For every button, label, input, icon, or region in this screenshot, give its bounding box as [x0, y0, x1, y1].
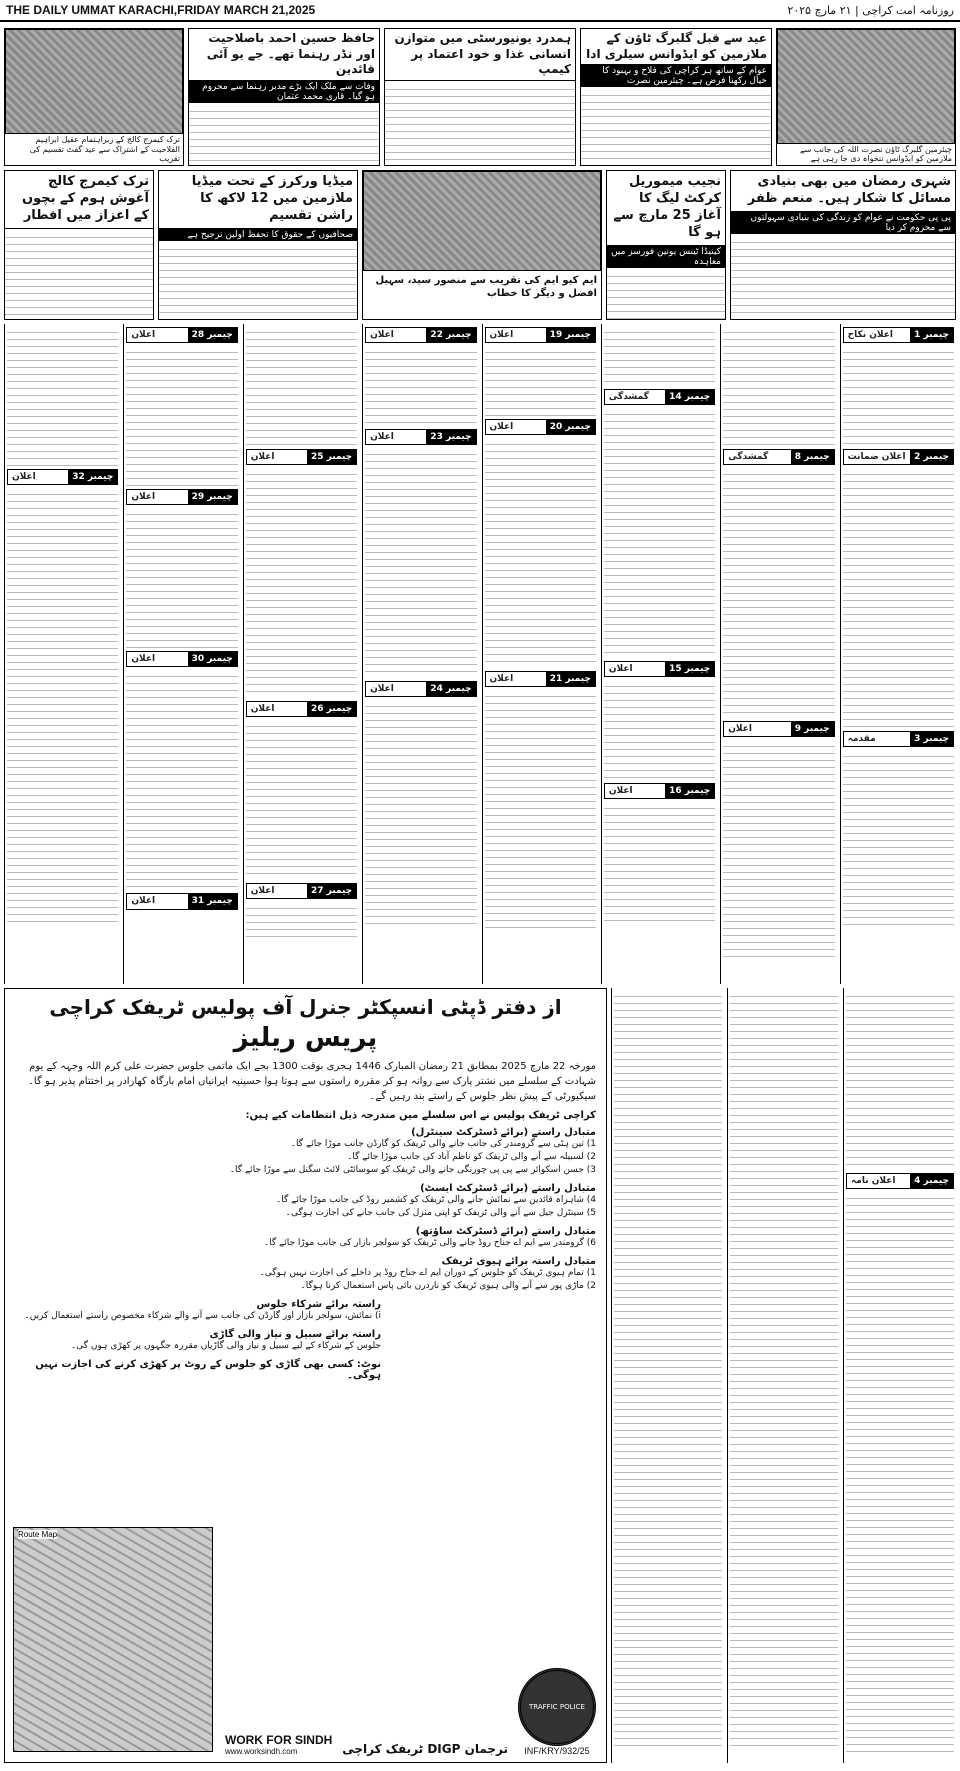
slot-header [246, 701, 357, 717]
slot-title: اعلان [250, 704, 275, 715]
section-heading: راستہ برائے سبیل و نیاز والی گاڑی [209, 1329, 381, 1341]
slot-number: چیمبر 3 [910, 732, 953, 746]
subheadline: پی پی حکومت نے عوام کو زندگی کی بنیادی سہولتوں سے محروم کر دیا [731, 212, 955, 234]
slot-body [365, 700, 476, 930]
slot-number: چیمبر 27 [307, 884, 356, 898]
slot-title: اعلان [608, 664, 633, 675]
slot-body [246, 468, 357, 698]
slot-body [730, 990, 838, 1750]
slot-number: چیمبر 8 [791, 450, 834, 464]
story-body [385, 83, 575, 166]
slot-title: اعلان [131, 330, 156, 340]
story-turk [4, 170, 154, 320]
slot-header [485, 419, 596, 435]
slot-body [843, 468, 954, 728]
press-release-lead: مورخہ 22 مارچ 2025 بمطابق 21 رمضان المبارک 1446 ہجری بوقت 1300 بجے ایک ماتمی جلوس حضرت علی کرم اللہ وجہہ کے یوم شہادت کے سلسلے میں نشتر پارک سے روانہ ہو کر مقررہ راستوں سے ہوتا ہوا حسینیہ ایرانیاں امام بارگاہ کھارادر پر اختتام پذیر ہو گا۔ سیکیورٹی کے پیش نظر جلوس کے راستے بند رہیں گے۔ [28, 1061, 596, 1102]
slot-title: اعلان [131, 492, 156, 503]
photo-caption-left: ترک کیمرج کالج کے زیراہتمام عقیل ابراہیم الفلاحیت کے اشتراک سے عید گفٹ تقسیم کی تقریب [5, 133, 183, 165]
slot-body [843, 750, 954, 930]
slot-body [246, 902, 357, 942]
story-ramzan [730, 170, 956, 320]
signature: ترجمان DIGP ٹریفک کراچی [342, 1742, 509, 1756]
slot-number: چیمبر 31 [188, 894, 237, 908]
press-release-notice: کراچی ٹریفک پولیس نے اس سلسلے میں مندرجہ ذیل انتظامات کیے ہیں: [245, 1110, 596, 1121]
section-heading: متبادل راستے (برائے ڈسٹرکٹ سینٹرل) [411, 1127, 596, 1138]
slot-header [246, 883, 357, 899]
column-7 [123, 324, 239, 984]
slot-title: گمشدگی [608, 392, 649, 402]
slot-body [604, 326, 715, 386]
slot-header [723, 449, 834, 465]
slot-body [843, 346, 954, 446]
second-row [0, 170, 960, 320]
slot-number: چیمبر 14 [665, 390, 714, 404]
slot-number: چیمبر 16 [665, 784, 714, 798]
column-3 [601, 324, 717, 984]
headline: شہری رمضان میں بھی بنیادی مسائل کا شکار ہیں۔ منعم ظفر [731, 171, 955, 212]
slot-header [7, 469, 118, 485]
column-4 [482, 324, 598, 984]
photo-caption-right: چیئرمین گلبرگ ٹاؤن نصرت اللہ کی جانب سے ملازمین کو ایڈوانس تنخواہ دی جا رہی ہے [777, 143, 955, 165]
slot-title: اعلان [250, 886, 275, 897]
slot-number: چیمبر 20 [546, 420, 595, 434]
top-story-1 [580, 28, 772, 166]
slot-header [365, 681, 476, 697]
slot-number: چیمبر 26 [307, 702, 356, 716]
headline: حافظ حسین احمد باصلاحیت اور نڈر رہنما تھے۔ جے یو آئی قائدین [189, 29, 379, 81]
masthead-urdu: روزنامہ امت کراچی | ۲۱ مارچ ۲۰۲۵ [787, 3, 954, 17]
slot-body [126, 346, 237, 486]
mqm-photo [363, 171, 601, 271]
top-story-2 [384, 28, 576, 166]
slot-title: اعلان [489, 422, 514, 433]
story-cricket [606, 170, 726, 320]
slot-header [485, 327, 596, 343]
slot-title: اعلان [131, 896, 156, 907]
column-6 [243, 324, 359, 984]
slot-title: اعلان نکاح [847, 330, 893, 340]
slot-header [843, 731, 954, 747]
seal-text: TRAFFIC POLICE [529, 1703, 585, 1711]
slot-body [365, 346, 476, 426]
story-media [158, 170, 358, 320]
slot-header [246, 449, 357, 465]
slot-title: اعلان [370, 432, 394, 443]
route-item: 1) تمام ہیوی ٹریفک کو جلوس کے دوران ایم اے جناح روڈ پر داخلے کی اجازت نہیں ہوگی۔ [259, 1268, 596, 1279]
slot-number: چیمبر 4 [910, 1174, 953, 1188]
slot-body [246, 720, 357, 880]
slot-title: اعلان [131, 654, 156, 665]
work-for-sindh-logo [225, 1733, 332, 1756]
route-item: 4) شاہراہ قائدین سے نمائش جانے والی ٹریفک کو کشمیر روڈ کی جانب موڑا جائے گا۔ [275, 1195, 596, 1206]
slot-body [723, 468, 834, 718]
headline: میڈیا ورکرز کے تحت میڈیا ملازمین میں 12 لاکھ کا راشن تقسیم [159, 171, 357, 229]
slot-body [846, 1192, 954, 1752]
subheadline: وفات سے ملک ایک بڑے مدبر رہنما سے محروم ہو گیا۔ قاری محمد عثمان [189, 81, 379, 103]
slot-number: چیمبر 32 [68, 470, 117, 484]
slot-number: چیمبر 2 [910, 450, 953, 464]
slot-title: اعلان [370, 684, 394, 695]
slot-title: گمشدگی [728, 452, 769, 462]
slot-number: چیمبر 25 [307, 450, 356, 464]
story-body [731, 236, 955, 320]
slot-body [485, 346, 596, 416]
right-bottom-columns [611, 988, 956, 1763]
slot-body [723, 326, 834, 446]
slot-number: چیمبر 22 [426, 328, 475, 342]
slot-body [126, 670, 237, 890]
section-heading: راستہ برائے شرکاء جلوس [256, 1299, 381, 1311]
column-2 [720, 324, 836, 984]
slot-header [604, 389, 715, 405]
section-heading: متبادل راستہ برائے ہیوی ٹریفک [441, 1256, 596, 1268]
slot-header [846, 1173, 954, 1189]
press-release-office: از دفتر ڈپٹی انسپکٹر جنرل آف پولیس ٹریفک کراچی [49, 995, 562, 1019]
column-bottom-3 [611, 988, 724, 1763]
route-item: 5) سینٹرل جیل سے آنے والی ٹریفک کو اپنی منزل کی جانب جانے کی اجازت ہوگی۔ [285, 1208, 596, 1219]
route-item: جلوس کے شرکاء کے لیے سبیل و نیاز والی گاڑیاں مقررہ جگہوں پر کھڑی ہوں گی۔ [71, 1341, 381, 1352]
slot-title: اعلان [12, 472, 36, 482]
slot-number: چیمبر 15 [665, 662, 714, 676]
slot-number: چیمبر 30 [188, 652, 237, 666]
route-item: 2) ماڑی پور سے آنے والی ہیوی ٹریفک کو ناردرن بائی پاس استعمال کرنا ہوگا۔ [300, 1281, 596, 1292]
slot-body [485, 438, 596, 668]
traffic-police-seal-icon [518, 1668, 596, 1746]
press-release-title: پریس ریلیز [233, 1023, 378, 1053]
slot-body [614, 990, 722, 1750]
route-item: i) نمائش، سولجر بازار اور گارڈن کی جانب سے آنے والے شرکاء مخصوص راستے استعمال کریں۔ [24, 1311, 381, 1322]
slot-header [126, 651, 237, 667]
slot-title: اعلان [250, 452, 275, 462]
logo-url: www.worksindh.com [224, 1747, 298, 1756]
logo-name: WORK FOR SINDH [224, 1733, 333, 1747]
slot-number: چیمبر 21 [546, 672, 595, 686]
story-body [159, 243, 357, 320]
slot-header [604, 661, 715, 677]
masthead-english: THE DAILY UMMAT KARACHI,FRIDAY MARCH 21,2025 [6, 3, 316, 17]
slot-body [126, 508, 237, 648]
press-release-note: نوٹ: کسی بھی گاڑی کو جلوس کے روٹ پر کھڑی کرنے کی اجازت نہیں ہوگی۔ [35, 1359, 381, 1382]
story-body [189, 105, 379, 166]
slot-title: اعلان [489, 674, 514, 685]
slot-body [723, 740, 834, 960]
slot-header [365, 429, 476, 445]
slot-number: چیمبر 19 [546, 328, 595, 342]
route-item: 1) تین ہٹی سے گرومندر کی جانب جانے والی ٹریفک کو گارڈن جانب موڑا جائے گا۔ [290, 1139, 596, 1149]
column-bottom-1 [843, 988, 956, 1763]
slot-title: اعلان [370, 330, 394, 340]
route-item: 3) حسن اسکوائر سے پی پی چورنگی جانے والی ٹریفک کو سوسائٹی لائٹ سگنل سے موڑا جائے گا۔ [229, 1165, 596, 1176]
slot-header [126, 489, 237, 505]
section-heading: متبادل راستے (برائے ڈسٹرکٹ ایسٹ) [420, 1183, 596, 1195]
photo-right [776, 28, 956, 166]
classified-columns [0, 324, 960, 984]
slot-number: چیمبر 9 [791, 722, 834, 736]
headline: ترک کیمرج کالج آغوش ہوم کے بچوں کے اعزاز میں افطار [5, 171, 153, 229]
column-bottom-2 [727, 988, 840, 1763]
slot-number: چیمبر 23 [426, 430, 475, 444]
headline: عید سے قبل گلبرگ ٹاؤن کے ملازمین کو ایڈوانس سیلری ادا [581, 29, 771, 65]
slot-header [843, 327, 954, 343]
caption: ایم کیو ایم کی تقریب سے منصور سید، سہیل افضل و دیگر کا خطاب [375, 275, 597, 299]
top-row [0, 28, 960, 166]
press-release-footer [15, 1668, 596, 1756]
map-label: Route Map [18, 1530, 58, 1539]
masthead [0, 0, 960, 22]
story-mqm [362, 170, 602, 320]
slot-header [365, 327, 476, 343]
subheadline: عوام کے ساتھ ہر کراچی کی فلاح و بہبود کا خیال رکھنا فرض ہے۔ چیئرمین نصرت [581, 65, 771, 87]
slot-header [604, 783, 715, 799]
slot-title: اعلان ضمانت [847, 452, 906, 463]
story-body [581, 89, 771, 166]
slot-title: اعلان [608, 786, 633, 797]
reference-number: INF/KRY/932/25 [524, 1746, 590, 1756]
slot-body [604, 680, 715, 780]
column-8 [4, 324, 120, 984]
subheadline: کینیڈا ٹینس یونین فورسز میں معاہدہ [607, 246, 725, 268]
slot-body [246, 326, 357, 446]
top-story-3 [188, 28, 380, 166]
photo-left [4, 28, 184, 166]
story-body [5, 231, 153, 320]
slot-body [7, 488, 118, 928]
slot-header [843, 449, 954, 465]
route-item: 6) گرومندر سے ایم اے جناح روڈ جانے والی ٹریفک کو سولجر بازار کی جانب موڑا جائے گا۔ [263, 1238, 596, 1249]
slot-number: چیمبر 24 [426, 682, 475, 696]
slot-number: چیمبر 28 [188, 328, 237, 342]
slot-header [126, 893, 237, 909]
subheadline: صحافیوں کے حقوق کا تحفظ اولین ترجیح ہے [159, 229, 357, 241]
slot-body [7, 326, 118, 466]
slot-title: اعلان [728, 724, 752, 735]
slot-header [485, 671, 596, 687]
slot-header [723, 721, 834, 737]
slot-title: اعلان [489, 330, 514, 340]
slot-body [846, 990, 954, 1170]
slot-body [365, 448, 476, 678]
headline: نجیب میموریل کرکٹ لیگ کا آغاز 25 مارچ سے ہو گا [607, 171, 725, 246]
slot-number: چیمبر 29 [188, 490, 237, 504]
column-5 [362, 324, 478, 984]
press-release [4, 988, 607, 1763]
slot-title: مقدمہ [847, 734, 876, 745]
slot-body [485, 690, 596, 930]
slot-title: اعلان نامہ [851, 1176, 896, 1186]
story-body [607, 270, 725, 320]
slot-number: چیمبر 1 [910, 328, 953, 342]
section-heading: متبادل راستے (برائے ڈسٹرکٹ ساؤتھ) [415, 1226, 596, 1238]
headline: ہمدرد یونیورسٹی میں متوازن انسانی غذا و خود اعتماد پر کیمپ [385, 29, 575, 81]
slot-body [604, 408, 715, 658]
slot-body [604, 802, 715, 922]
slot-header [126, 327, 237, 343]
route-item: 2) لسبیلہ سے آنے والی ٹریفک کو ناظم آباد کی جانب موڑا جائے گا۔ [347, 1152, 596, 1163]
column-1 [840, 324, 956, 984]
